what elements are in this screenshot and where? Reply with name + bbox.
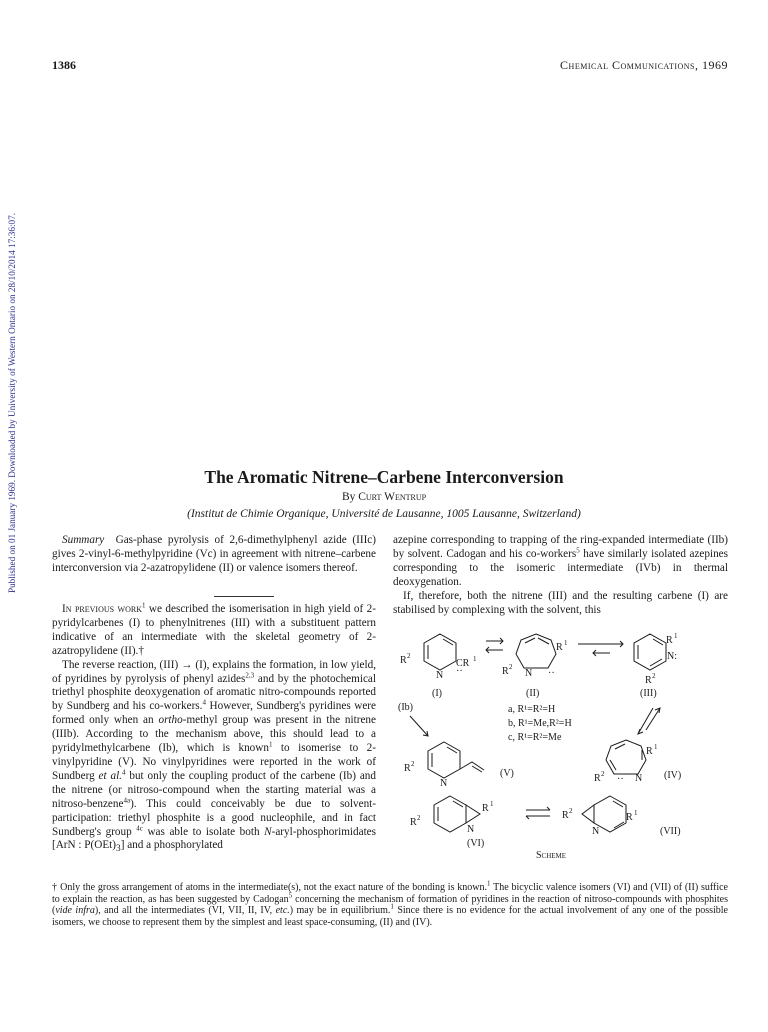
p2-e: to isomerise to 2-vinylpyridine (V). No vinylpyridines were reported in the work of Sundberg: [52, 742, 376, 782]
sup-1-VI: 1: [490, 800, 494, 808]
p2-g: ). This could conceivably be due to solvent-participation: triethyl phosphite is a good nucleophile, and in fact Sundberg's group: [52, 797, 376, 838]
structure-III: [634, 632, 678, 686]
right-column-body: [393, 534, 728, 617]
p2-f: but only the coupling product of the carbene (Ib) and the nitrene (or nitroso-compound when the starting material was a nitroso-benzene: [52, 769, 376, 810]
footnote-ref-5[interactable]: 5: [288, 891, 293, 900]
structure-VII: [562, 796, 681, 837]
label-R2-V: R: [404, 763, 411, 774]
sup-2-V: 2: [411, 760, 415, 768]
label-R2-IV: R: [594, 773, 601, 784]
p2-i: -aryl-phosphorimidates [ArN : P(OEt): [52, 825, 377, 852]
compound-VI: (VI): [467, 838, 485, 849]
substituents-c: c, R¹=R²=Me: [508, 732, 562, 743]
scheme-caption: Scheme: [536, 850, 567, 860]
reaction-scheme: [388, 630, 728, 860]
compound-Ib: (Ib): [398, 702, 413, 713]
ref-1[interactable]: 1: [141, 601, 146, 610]
label-N-IV: N: [635, 773, 643, 784]
ref-4b[interactable]: 4: [121, 768, 126, 777]
sup-2-VI: 2: [417, 814, 421, 822]
scheme-drawing: [388, 630, 728, 860]
footnote-ref-1b[interactable]: 1: [390, 902, 394, 911]
sup-2-IV: 2: [601, 770, 605, 778]
p1-text: we described the isomerisation in high yield of 2-pyridylcarbenes (I) to phenylnitrenes (III) with a substituent pattern indicative of an intermediate with the skeletal geometry of 2-azatropylidene (II).†: [52, 603, 376, 657]
byline: [0, 491, 768, 503]
p2-italic-n: N: [264, 825, 272, 838]
sup-2-II: 2: [509, 663, 513, 671]
sup-1-VII: 1: [634, 809, 638, 817]
download-notice-text: Published on 01 January 1969. Downloaded by University of Western Ontario on 28/10/2014 17:36:07.: [7, 212, 17, 594]
substituents-b: b, R¹=Me,R²=H: [508, 718, 572, 729]
compound-V: (V): [500, 768, 514, 779]
label-R1-VII: R: [626, 812, 633, 823]
label-N-I: N: [436, 670, 444, 681]
right-c: If, therefore, both the nitrene (III) and the resulting carbene (I) are stabilised by complexing with the solvent, this: [393, 589, 728, 616]
label-R1-IV: R: [646, 746, 653, 757]
label-R2-II: R: [502, 666, 509, 677]
label-CR-I: CR: [456, 658, 470, 669]
label-N-III: N:: [667, 651, 677, 662]
ref-1b[interactable]: 1: [268, 740, 273, 749]
structure-IV: [594, 740, 681, 785]
compound-I: (I): [432, 688, 442, 699]
substituents-a: a, R¹=R²=H: [508, 704, 556, 715]
compound-II: (II): [526, 688, 540, 699]
structure-II: [502, 634, 568, 679]
sup-1-II: 1: [564, 639, 568, 647]
ref-2-3[interactable]: 2,3: [245, 670, 255, 679]
label-R1-II: R: [556, 642, 563, 653]
footnote-c: concerning the mechanism of formation of pyridines in the reaction of nitroso-compounds with phosphites (: [52, 893, 728, 917]
p2-a: The reverse reaction, (III) → (I), explains the formation, in low yield, of pyridines by pyrolysis of phenyl azides: [52, 658, 376, 685]
p1-lead: In previous work: [62, 603, 142, 615]
subscript-3: 3: [116, 844, 121, 855]
p2-b: and by the photochemical triethyl phosphite deoxygenation of aromatic nitro-compounds reported by Sundberg and his co-workers.: [52, 672, 377, 713]
footnote-e: ) may be in equilibrium.: [289, 905, 391, 917]
label-N-VII: N: [592, 826, 600, 837]
author-name: Curt Wentrup: [358, 491, 427, 503]
label-R2-VI: R: [410, 817, 417, 828]
ref-4[interactable]: 4: [202, 698, 206, 707]
lone-pair-IV: ··: [617, 774, 624, 785]
byline-prefix: By: [341, 491, 359, 503]
label-R2-VII: R: [562, 810, 569, 821]
sup-2-I: 2: [407, 652, 411, 660]
ref-5[interactable]: 5: [576, 546, 580, 555]
label-N-V: N: [440, 778, 448, 789]
summary-divider: [214, 596, 274, 597]
sup-2-VII: 2: [569, 807, 573, 815]
p2-c: However, Sundberg's pyridines were formed only when an: [52, 700, 376, 727]
ref-4c[interactable]: 4c: [136, 823, 143, 832]
right-a: azepine corresponding to trapping of the ring-expanded intermediate (IIb) by solvent. Cadogan and his co-workers: [393, 534, 728, 560]
right-b: have similarly isolated azepines corresponding to the isomeric intermediate (IVb) in thermal deoxygenation.: [393, 547, 729, 588]
footnote-a: † Only the gross arrangement of atoms in the intermediate(s), not the exact nature of the bonding is known.: [52, 882, 487, 893]
journal-name: Chemical Communications, 1969: [560, 58, 728, 72]
summary-block: [52, 534, 376, 576]
download-notice[interactable]: [4, 186, 20, 626]
label-R1-III: R: [666, 635, 673, 646]
p2-j: ] and a phosphorylated: [120, 839, 223, 852]
sup-1-I: 1: [473, 655, 477, 663]
label-N-II: N: [525, 668, 533, 679]
summary-label: Summary: [62, 534, 105, 546]
summary-text: Gas-phase pyrolysis of 2,6-dimethylphenyl azide (IIIc) gives 2-vinyl-6-methylpyridine (Vc) in agreement with nitrene–carbene interconversion via 2-azatropylidene (II) or valence isomers thereof.: [52, 534, 376, 574]
structure-VI: [410, 796, 494, 849]
article-title: The Aromatic Nitrene–Carbene Interconversion: [204, 467, 564, 487]
structure-V: [404, 742, 514, 789]
compound-VII: (VII): [660, 826, 681, 837]
footnote-ref-1[interactable]: 1: [486, 879, 491, 888]
compound-IV: (IV): [664, 770, 682, 781]
structure-I: [400, 634, 477, 681]
ref-4a[interactable]: 4a: [123, 795, 131, 804]
label-R2-III: R: [645, 675, 652, 686]
footnote-f: Since there is no evidence for the actual involvement of any one of the possible isomers, we choose to represent them by the simplest and least space-consuming, (II) and (IV).: [52, 905, 728, 928]
page-number: 1386: [52, 58, 76, 72]
sup-1-III: 1: [674, 632, 678, 640]
sup-2-III: 2: [652, 672, 656, 680]
footnote-vide-infra: vide infra: [55, 905, 95, 917]
label-N-VI: N: [467, 824, 475, 835]
compound-III: (III): [640, 688, 657, 699]
footnote-etc: etc.: [275, 905, 290, 917]
footnote-b: The bicyclic valence isomers (VI) and (VII) of (II) suffice to explain the reaction, as has been suggested by Cadogan: [52, 882, 728, 905]
lone-pair-I: ··: [456, 666, 463, 677]
footnote: [52, 879, 728, 928]
p2-d: -methyl group was present in the nitrene (IIIb). According to the mechanism above, this should lead to a pyridylmethylcarbene (Ib), which is known: [52, 714, 376, 755]
label-R2-I: R: [400, 655, 407, 666]
lone-pair-II: ··: [548, 668, 555, 679]
affiliation: (Institut de Chimie Organique, Université de Lausanne, 1005 Lausanne, Switzerland): [187, 508, 581, 520]
label-R1-VI: R: [482, 803, 489, 814]
footnote-d: ), and all the intermediates (VI, VII, II, IV,: [94, 905, 276, 917]
sup-1-IV: 1: [654, 743, 658, 751]
p2-italic-ortho: ortho: [158, 714, 183, 727]
p2-h: was able to isolate both: [142, 825, 265, 838]
p2-italic-etal: et al.: [98, 769, 122, 782]
left-column-body: [52, 603, 376, 858]
